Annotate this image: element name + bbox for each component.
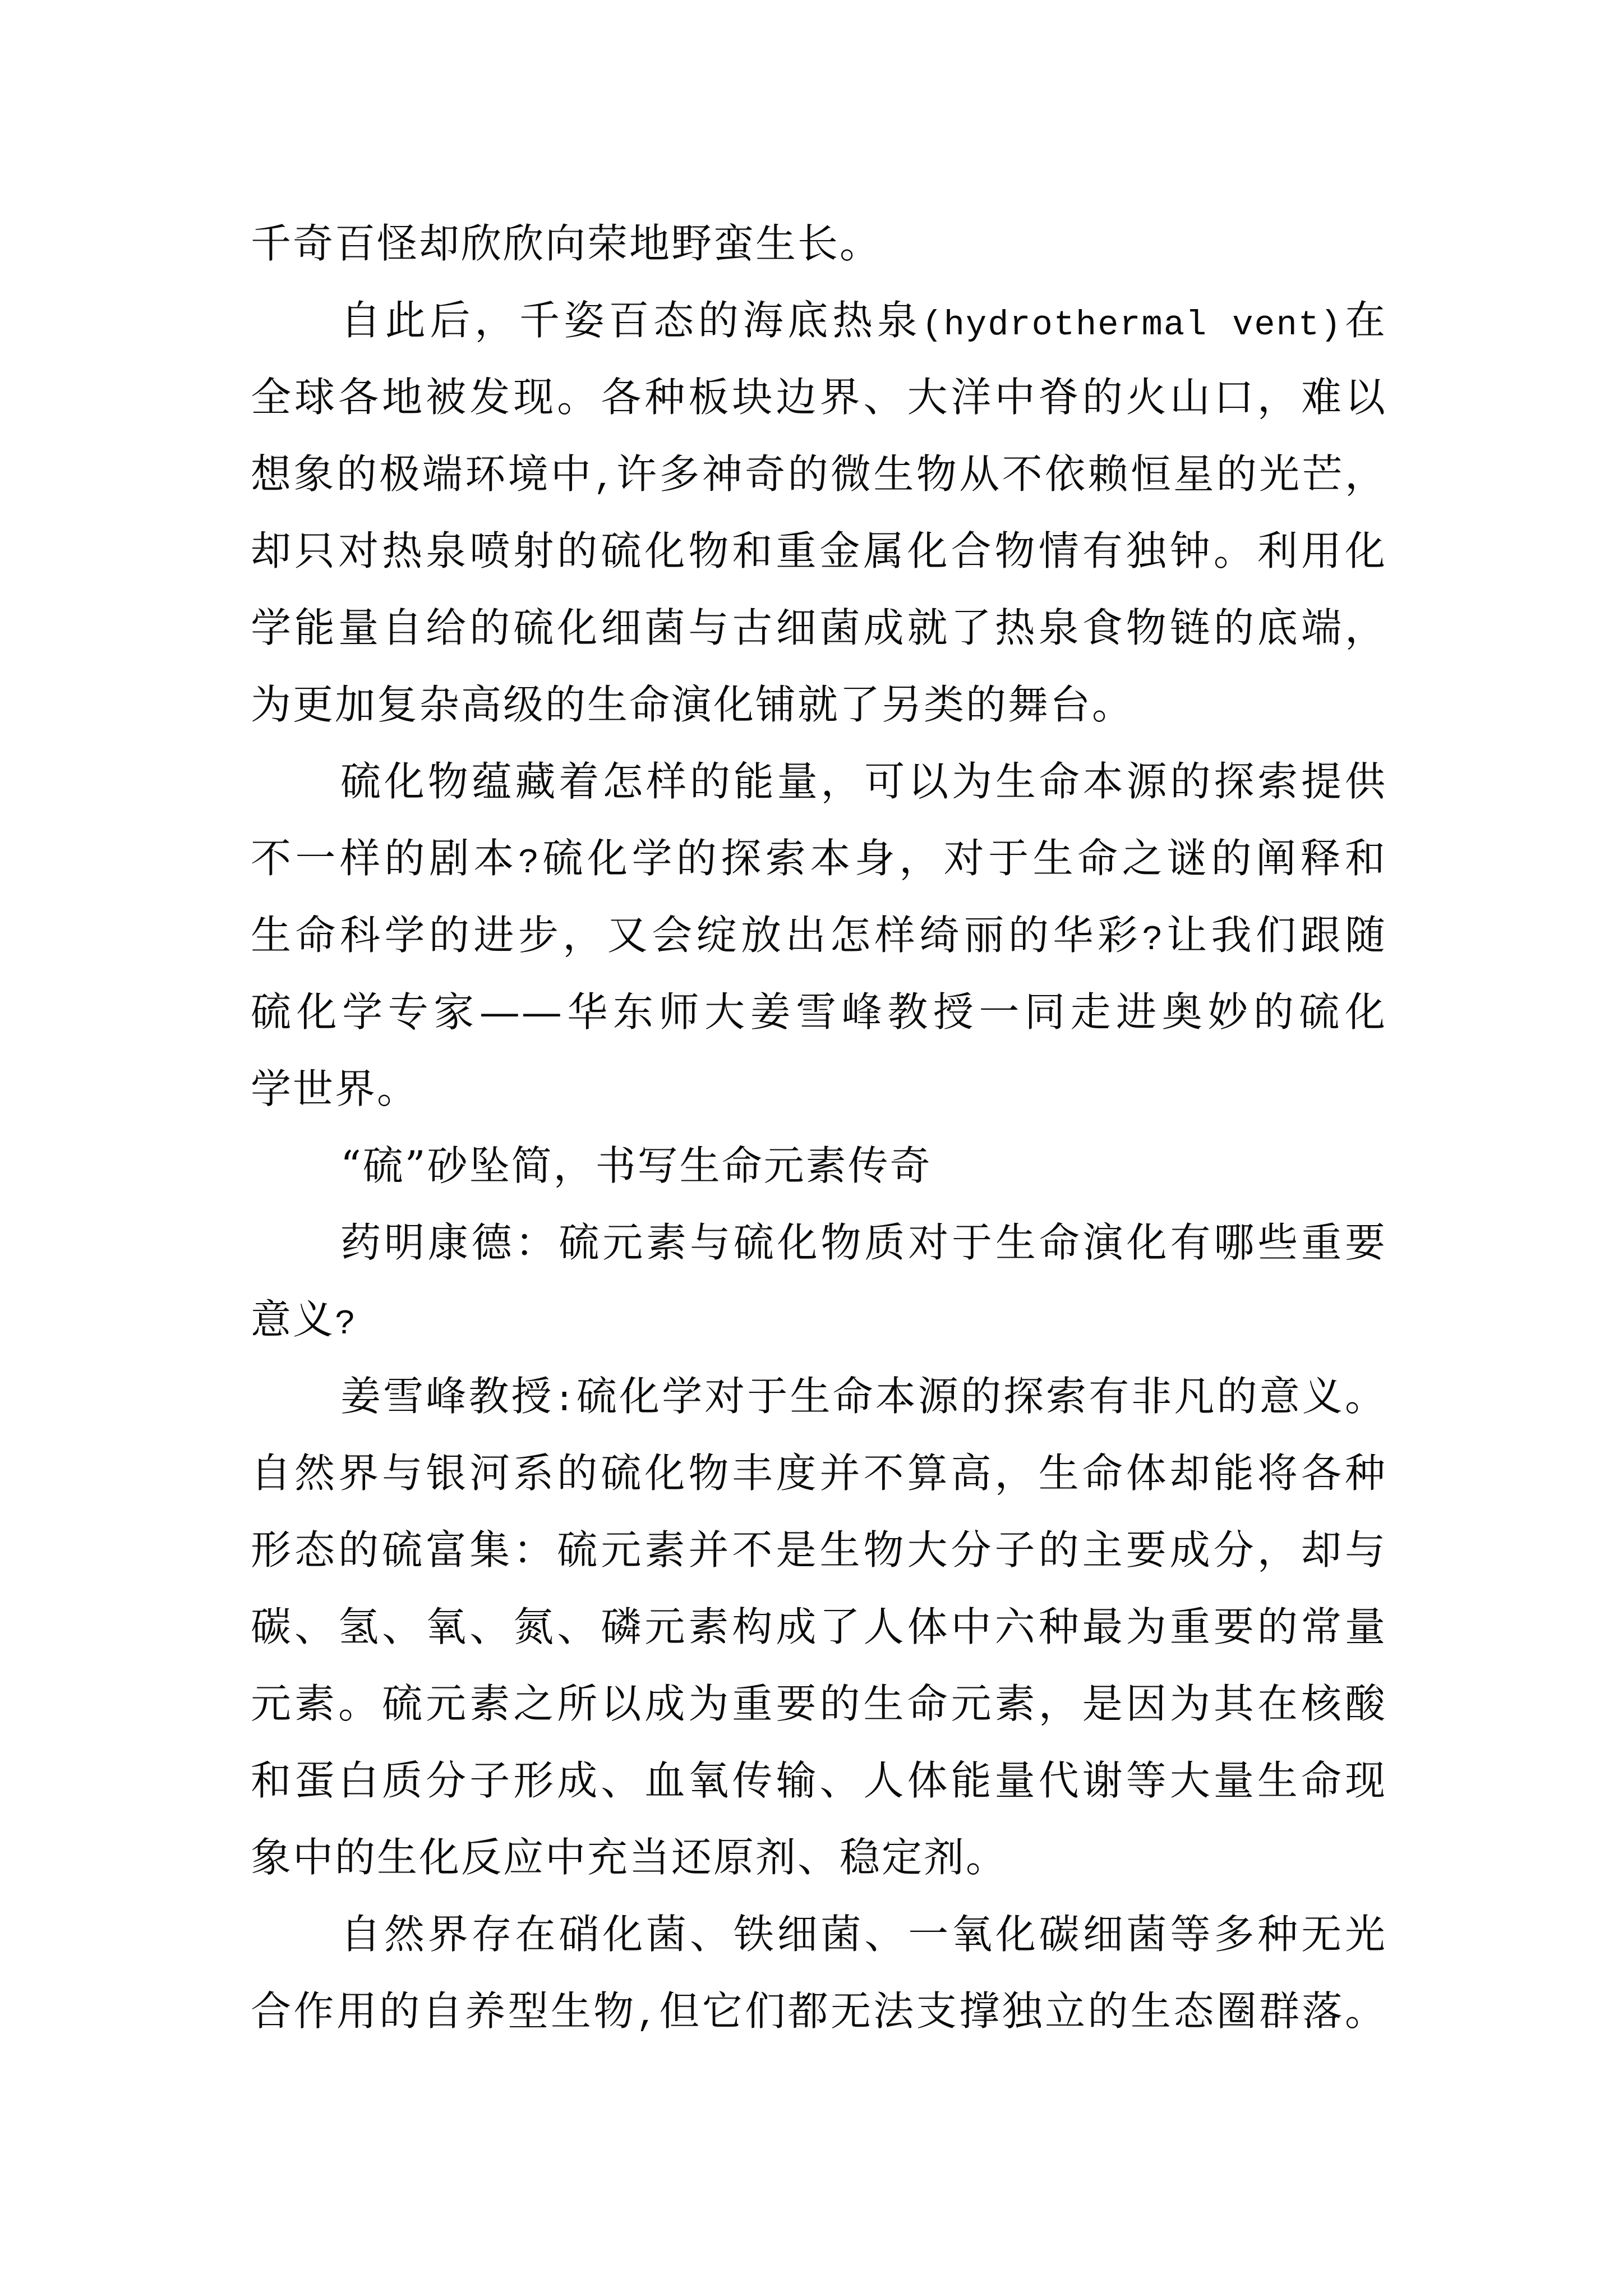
text-line: 自然界与银河系的硫化物丰度并不算高，生命体却能将各种 [251,1450,1387,1497]
latin-text-run: ? [518,843,541,883]
answer-paragraph [251,1358,1387,1896]
latin-text-run: : [554,1381,576,1421]
text-line: 千奇百怪却欣欣向荣地野蛮生长。 [251,220,882,267]
paragraph [251,282,1387,743]
text-line: 想象的极端环境中,许多神奇的微生物从不依赖恒星的光芒， [251,450,1387,499]
text-line: 硫化物蕴藏着怎样的能量，可以为生命本源的探索提供 [340,758,1387,805]
article-body [251,205,1387,2050]
text-line: 学能量自给的硫化细菌与古细菌成就了热泉食物链的底端， [251,604,1387,651]
text-line: 药明康德：硫元素与硫化物质对于生命演化有哪些重要 [340,1219,1387,1266]
text-line: 元素。硫元素之所以成为重要的生命元素，是因为其在核酸 [251,1680,1387,1727]
section-heading [251,1128,1387,1204]
text-line: 却只对热泉喷射的硫化物和重金属化合物情有独钟。利用化 [251,527,1387,574]
text-line: 为更加复杂高级的生命演化铺就了另类的舞台。 [251,681,1135,728]
section-heading-text: “硫”砂坠简，书写生命元素传奇 [340,1142,932,1189]
text-line: 学世界。 [251,1065,419,1112]
paragraph [251,743,1387,1128]
text-line: 合作用的自养型生物,但它们都无法支撑独立的生态圈群落。 [251,1987,1387,2036]
text-line: 自此后，千姿百态的海底热泉(hydrothermal vent)在 [340,297,1387,345]
text-line: 形态的硫富集：硫元素并不是生物大分子的主要成分，却与 [251,1526,1387,1573]
text-line: 生命科学的进步，又会绽放出怎样绮丽的华彩?让我们跟随 [251,912,1387,960]
text-line: 自然界存在硝化菌、铁细菌、一氧化碳细菌等多种无光 [340,1911,1387,1958]
latin-text-run: (hydrothermal vent) [921,305,1343,345]
text-line: 全球各地被发现。各种板块边界、大洋中脊的火山口，难以 [251,374,1387,421]
latin-text-run: , [636,1996,658,2036]
latin-text-run: ? [335,1304,357,1344]
interview-question [251,1204,1387,1358]
latin-text-run: , [593,459,616,499]
text-line: 意义? [251,1296,357,1344]
answer-paragraph [251,1896,1387,2050]
text-line: 象中的生化反应中充当还原剂、稳定剂。 [251,1834,1008,1881]
text-line: 姜雪峰教授:硫化学对于生命本源的探索有非凡的意义。 [340,1373,1387,1421]
text-line: 硫化学专家——华东师大姜雪峰教授一同走进奥妙的硫化 [251,988,1387,1036]
text-line: 碳、氢、氧、氮、磷元素构成了人体中六种最为重要的常量 [251,1603,1387,1650]
text-line: 不一样的剧本?硫化学的探索本身，对于生命之谜的阐释和 [251,835,1387,883]
text-line: 和蛋白质分子形成、血氧传输、人体能量代谢等大量生命现 [251,1757,1387,1804]
paragraph [251,205,1387,282]
latin-text-run: ? [1142,920,1164,960]
